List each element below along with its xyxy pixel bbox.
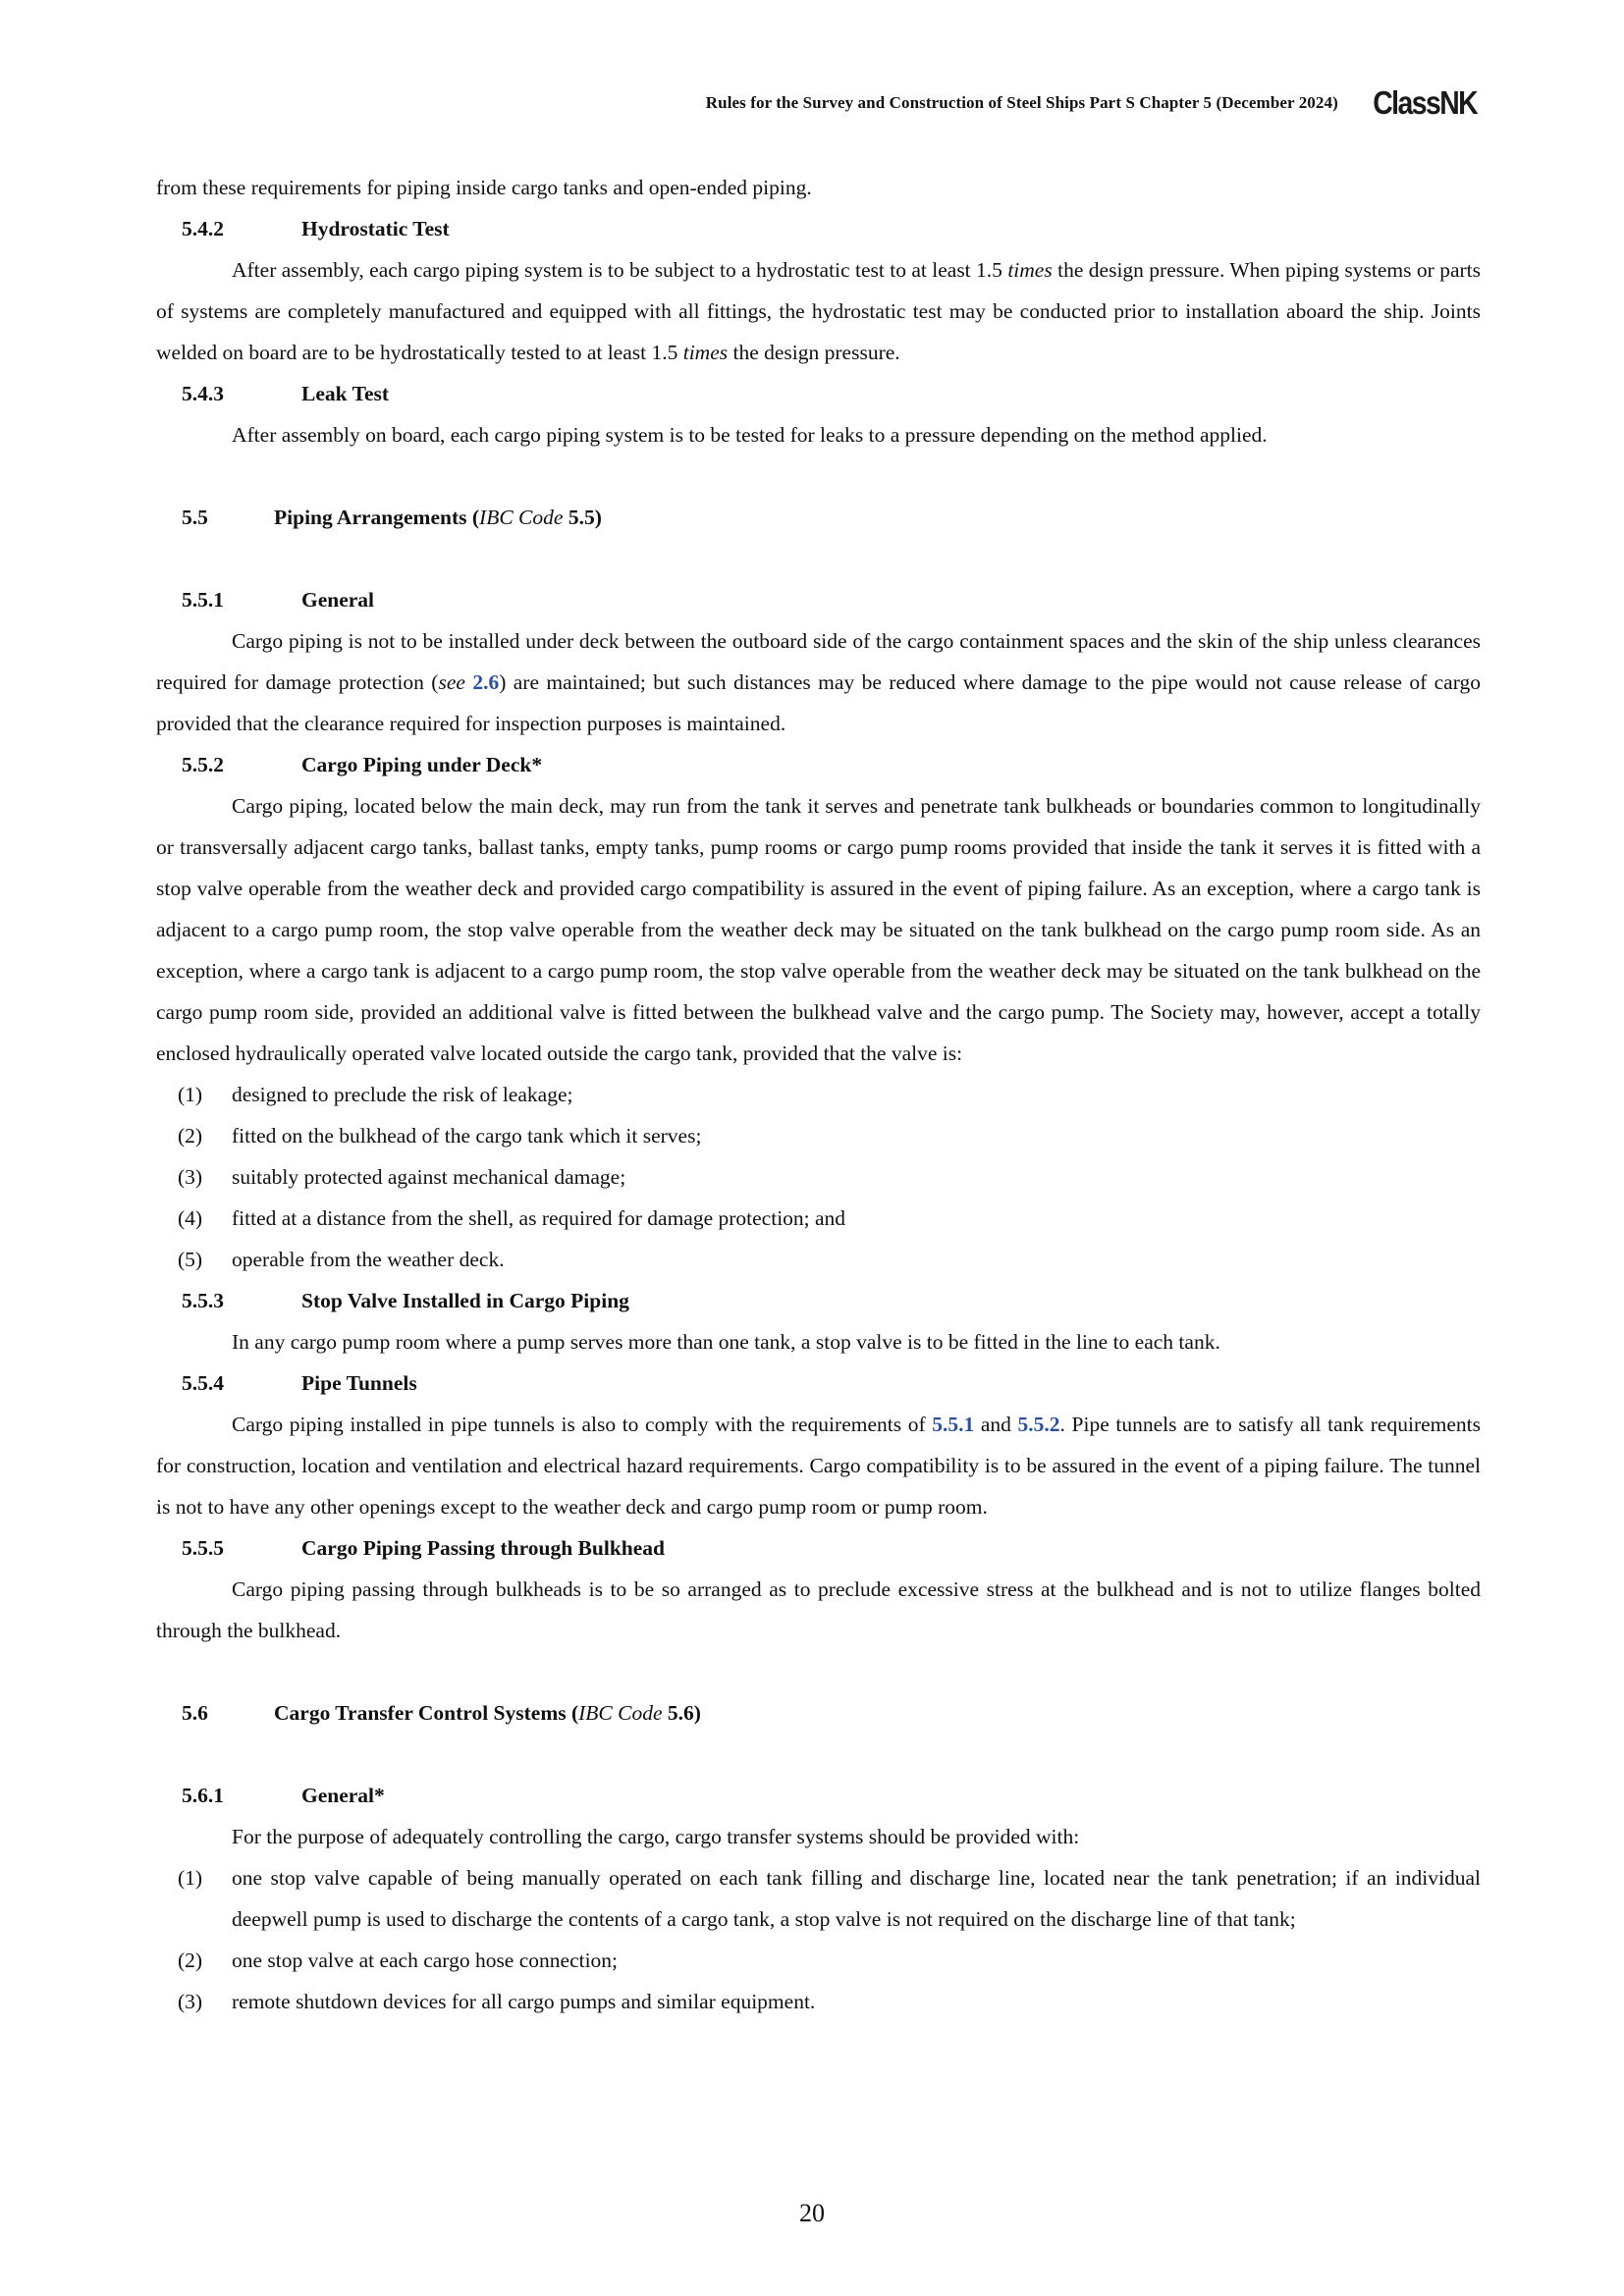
- list-text: one stop valve capable of being manually operated on each tank filling and discharge line, located near the tank penetration; if an individual deepwell pump is used to discharge the contents of a cargo tank, a stop valve is not required on the discharge line of that tank;: [232, 1866, 1481, 1931]
- cross-reference-link[interactable]: 5.5.2: [1017, 1413, 1060, 1436]
- list-text: one stop valve at each cargo hose connection;: [232, 1949, 619, 1972]
- text-run: After assembly, each cargo piping system is to be subject to a hydrostatic test to at least 1.5: [232, 258, 1008, 282]
- list-text: fitted on the bulkhead of the cargo tank which it serves;: [232, 1124, 702, 1148]
- heading-title: Stop Valve Installed in Cargo Piping: [301, 1289, 629, 1312]
- list-item: [178, 1940, 1481, 1981]
- list-number: (1): [178, 1866, 203, 1890]
- heading-number: 5.4.2: [182, 217, 224, 240]
- heading-number: 5.5.5: [182, 1536, 224, 1560]
- list-number: (2): [178, 1124, 203, 1148]
- list-number: (1): [178, 1083, 203, 1106]
- heading-number: 5.5.2: [182, 753, 224, 776]
- cross-reference-link[interactable]: 2.6: [472, 670, 500, 694]
- list-text: operable from the weather deck.: [232, 1248, 505, 1271]
- list-item: [178, 1981, 1481, 2022]
- spacer: [156, 1734, 1481, 1775]
- paragraph-5-5-1: Cargo piping is not to be installed under deck between the outboard side of the cargo containment spaces and the skin of the ship unless clearances required for damage protection (see 2.6) are maintained; but such distances may be reduced where damage to the pipe would not cause release of cargo provided that the clearance required for inspection purposes is maintained.: [156, 629, 1481, 735]
- heading-5-4-2: [182, 208, 1481, 249]
- list-5-6-1: [156, 1857, 1481, 2022]
- emphasis-times: times: [1007, 258, 1053, 282]
- list-item: [178, 1115, 1481, 1156]
- list-number: (2): [178, 1949, 203, 1972]
- heading-5-5-2: [182, 744, 1481, 785]
- text-run: the design pressure. When piping systems or parts of systems are completely manufactured and equipped with all fittings, the hydrostatic test may be conducted prior to installation aboard the ship. Joints welded on board are to be hydrostatically tested to at least 1.5: [156, 258, 1481, 364]
- heading-title: General*: [301, 1784, 385, 1807]
- heading-5-6-1: [182, 1775, 1481, 1816]
- list-text: suitably protected against mechanical damage;: [232, 1165, 626, 1189]
- page-number: 20: [799, 2199, 825, 2227]
- paragraph-5-5-4: Cargo piping installed in pipe tunnels is also to comply with the requirements of 5.5.1 and 5.5.2. Pipe tunnels are to satisfy all tank requirements for construction, location and ventilation and electrical hazard requirements. Cargo compatibility is to be assured in the event of a piping failure. The tunnel is not to have any other openings except to the weather deck and cargo pump room or pump room.: [156, 1413, 1482, 1519]
- list-item: [178, 1857, 1481, 1940]
- spacer: [156, 538, 1481, 579]
- heading-5-5-1: [182, 579, 1481, 620]
- section-number: 5.6: [182, 1701, 208, 1725]
- paragraph-5-6-1: For the purpose of adequately controlling the cargo, cargo transfer systems should be provided with:: [232, 1825, 1080, 1848]
- paragraph-5-4-3: After assembly on board, each cargo piping system is to be tested for leaks to a pressure depending on the method applied.: [232, 423, 1268, 447]
- heading-title: Cargo Piping under Deck*: [301, 753, 543, 776]
- heading-number: 5.5.4: [182, 1371, 224, 1395]
- list-number: (3): [178, 1165, 203, 1189]
- paragraph-5-5-2: Cargo piping, located below the main deck, may run from the tank it serves and penetrate tank bulkheads or boundaries common to longitudinally or transversally adjacent cargo tanks, ballast tanks, empty tanks, pump rooms or cargo pump rooms provided that inside the tank it serves it is fitted with a stop valve operable from the weather deck and provided cargo compatibility is assured in the event of piping failure. As an exception, where a cargo tank is adjacent to a cargo pump room, the stop valve operable from the weather deck may be situated on the tank bulkhead on the cargo pump room side. As an exception, where a cargo tank is adjacent to a cargo pump room, the stop valve operable from the weather deck may be situated on the tank bulkhead on the cargo pump room side, provided an additional valve is fitted between the bulkhead valve and the cargo pump. The Society may, however, accept a totally enclosed hydraulically operated valve located outside the cargo tank, provided that the valve is:: [156, 794, 1481, 1065]
- section-heading-5-6: [182, 1692, 1481, 1734]
- heading-5-5-5: [182, 1527, 1481, 1569]
- list-5-5-2: [156, 1074, 1481, 1280]
- paragraph-5-5-5: Cargo piping passing through bulkheads is to be so arranged as to preclude excessive stress at the bulkhead and is not to utilize flanges bolted through the bulkhead.: [156, 1577, 1481, 1642]
- text-run: the design pressure.: [728, 341, 900, 364]
- list-number: (3): [178, 1990, 203, 2013]
- running-title: Rules for the Survey and Construction of Steel Ships Part S Chapter 5 (December 2024): [705, 93, 1338, 112]
- list-item: [178, 1074, 1481, 1115]
- heading-number: 5.6.1: [182, 1784, 224, 1807]
- heading-title: General: [301, 588, 375, 612]
- section-title: Cargo Transfer Control Systems (IBC Code 5.6): [274, 1701, 701, 1725]
- cross-reference-link[interactable]: 5.5.1: [932, 1413, 975, 1436]
- heading-5-5-3: [182, 1280, 1481, 1321]
- section-heading-5-5: [182, 497, 1481, 538]
- list-item: [178, 1239, 1481, 1280]
- list-number: (4): [178, 1206, 203, 1230]
- section-title: Piping Arrangements (IBC Code 5.5): [274, 506, 602, 529]
- classnk-logo: ClassNK: [1373, 84, 1477, 121]
- heading-title: Hydrostatic Test: [301, 217, 450, 240]
- paragraph-5-5-3: In any cargo pump room where a pump serves more than one tank, a stop valve is to be fitted in the line to each tank.: [232, 1330, 1220, 1354]
- paragraph-5-4-2: [156, 249, 1481, 373]
- spacer: [156, 1651, 1481, 1692]
- heading-title: Leak Test: [301, 382, 390, 405]
- heading-title: Cargo Piping Passing through Bulkhead: [301, 1536, 665, 1560]
- list-item: [178, 1156, 1481, 1198]
- continuation-paragraph: from these requirements for piping inside cargo tanks and open-ended piping.: [156, 176, 812, 199]
- list-text: designed to preclude the risk of leakage;: [232, 1083, 573, 1106]
- document-body: [156, 167, 1481, 2022]
- heading-number: 5.4.3: [182, 382, 224, 405]
- heading-5-5-4: [182, 1362, 1481, 1404]
- list-text: fitted at a distance from the shell, as required for damage protection; and: [232, 1206, 846, 1230]
- heading-5-4-3: [182, 373, 1481, 414]
- emphasis-times: times: [682, 341, 729, 364]
- heading-number: 5.5.3: [182, 1289, 224, 1312]
- see-text: see: [438, 670, 465, 694]
- list-item: [178, 1198, 1481, 1239]
- list-text: remote shutdown devices for all cargo pumps and similar equipment.: [232, 1990, 816, 2013]
- page-header: [706, 84, 1477, 122]
- heading-title: Pipe Tunnels: [301, 1371, 417, 1395]
- list-number: (5): [178, 1248, 203, 1271]
- heading-number: 5.5.1: [182, 588, 224, 612]
- section-number: 5.5: [182, 506, 208, 529]
- spacer: [156, 455, 1481, 497]
